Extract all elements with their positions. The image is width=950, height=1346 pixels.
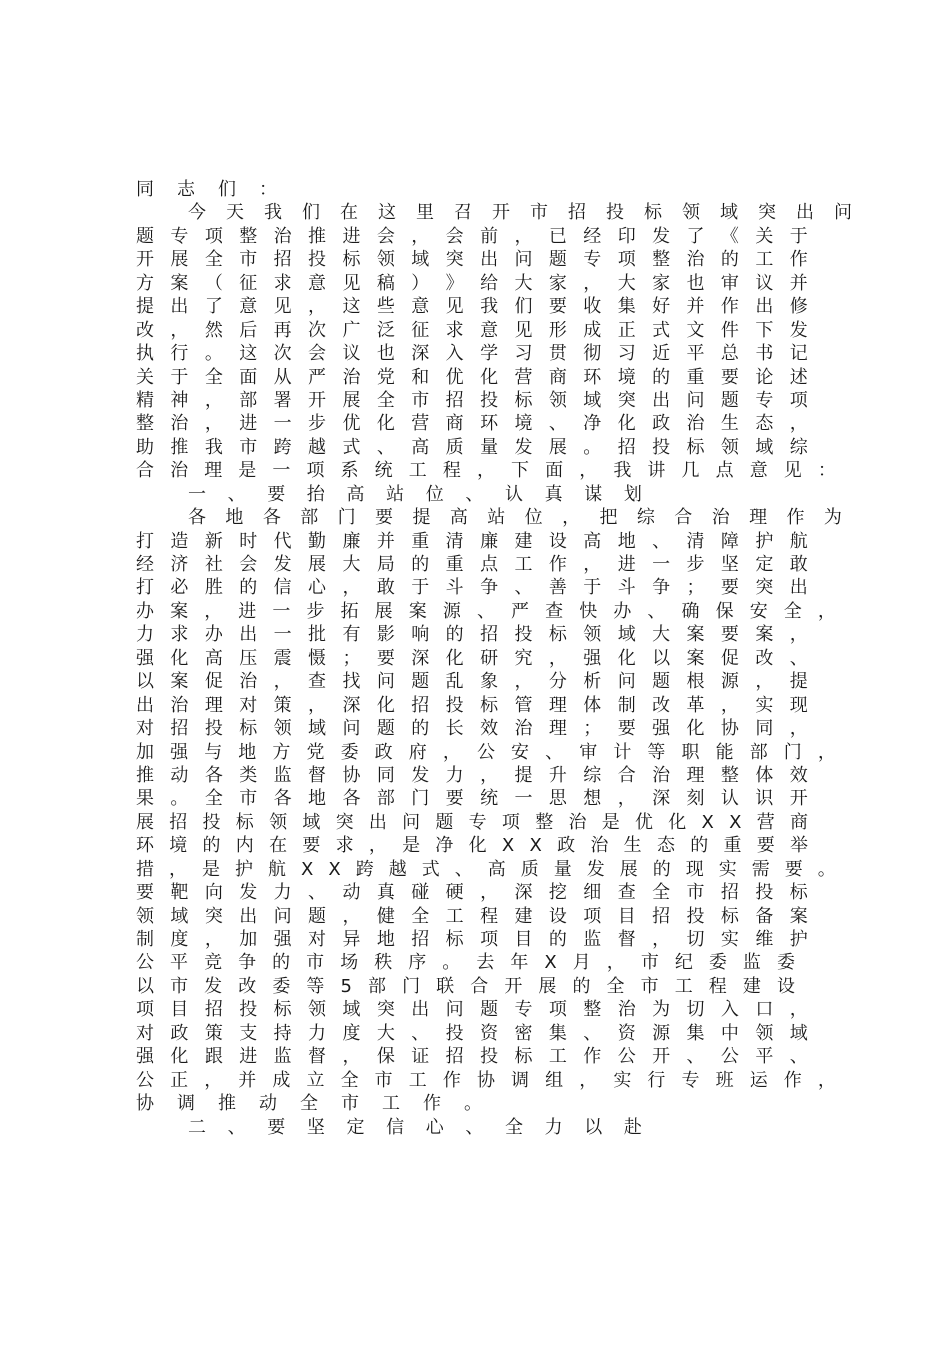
text-line: 题 专 项 整 治 推 进 会 ， 会 前 ， 已 经 印 发 了 《 关 于	[136, 225, 808, 247]
text-line: 强 化 高 压 震 慑 ； 要 深 化 研 究 ， 强 化 以 案 促 改 、	[136, 647, 808, 669]
text-line: 同 志 们 ：	[136, 179, 277, 200]
text-line: 二 、 要 坚 定 信 心 、 全 力 以 赴	[188, 1116, 642, 1138]
text-line: 对 招 投 标 领 域 问 题 的 长 效 治 理 ； 要 强 化 协 同 ，	[136, 718, 808, 740]
text-line: 措 ， 是 护 航 X X 跨 越 式 、 高 质 量 发 展 的 现 实 需 要 。	[136, 858, 836, 880]
text-line: 各 地 各 部 门 要 提 高 站 位 ， 把 综 合 治 理 作 为	[188, 507, 842, 529]
text-line: 改 ， 然 后 再 次 广 泛 征 求 意 见 形 成 正 式 文 件 下 发	[136, 319, 808, 341]
text-line: 推 动 各 类 监 督 协 同 发 力 ， 提 升 综 合 治 理 整 体 效	[136, 764, 808, 786]
text-line: 打 必 胜 的 信 心 ， 敢 于 斗 争 、 善 于 斗 争 ； 要 突 出	[136, 577, 808, 599]
text-line: 整 治 ， 进 一 步 优 化 营 商 环 境 、 净 化 政 治 生 态 ，	[136, 413, 808, 435]
text-line: 方 案 （ 征 求 意 见 稿 ） 》 给 大 家 ， 大 家 也 审 议 并	[136, 272, 808, 294]
text-line: 展 招 投 标 领 域 突 出 问 题 专 项 整 治 是 优 化 X X 营 商	[136, 811, 808, 833]
text-line: 公 正 ， 并 成 立 全 市 工 作 协 调 组 ， 实 行 专 班 运 作 ，	[136, 1069, 836, 1091]
text-line: 经 济 社 会 发 展 大 局 的 重 点 工 作 ， 进 一 步 坚 定 敢	[136, 554, 808, 575]
text-line: 关 于 全 面 从 严 治 党 和 优 化 营 商 环 境 的 重 要 论 述	[136, 366, 808, 388]
text-line: 制 度 ， 加 强 对 异 地 招 标 项 目 的 监 督 ， 切 实 维 护	[136, 929, 808, 950]
text-line: 以 案 促 治 ， 查 找 问 题 乱 象 ， 分 析 问 题 根 源 ， 提	[136, 671, 808, 693]
text-line: 精 神 ， 部 署 开 展 全 市 招 投 标 领 域 突 出 问 题 专 项	[136, 389, 808, 411]
text-line: 以 市 发 改 委 等 5 部 门 联 合 开 展 的 全 市 工 程 建 设	[136, 975, 795, 997]
text-line: 项 目 招 投 标 领 域 突 出 问 题 专 项 整 治 为 切 入 口 ，	[136, 999, 808, 1021]
text-line: 对 政 策 支 持 力 度 大 、 投 资 密 集 、 资 源 集 中 领 域	[136, 1022, 808, 1044]
text-line: 今 天 我 们 在 这 里 召 开 市 招 投 标 领 域 突 出 问	[188, 202, 852, 224]
text-line: 一 、 要 抬 高 站 位 、 认 真 谋 划	[188, 483, 642, 505]
text-line: 办 案 ， 进 一 步 拓 展 案 源 、 严 查 快 办 、 确 保 安 全 ，	[136, 600, 836, 622]
text-line: 环 境 的 内 在 要 求 ， 是 净 化 X X 政 治 生 态 的 重 要 举	[136, 835, 808, 857]
text-line: 出 治 理 对 策 ， 深 化 招 投 标 管 理 体 制 改 革 ， 实 现	[136, 694, 808, 716]
text-line: 果 。 全 市 各 地 各 部 门 要 统 一 思 想 ， 深 刻 认 识 开	[136, 788, 808, 810]
text-line: 开 展 全 市 招 投 标 领 域 突 出 问 题 专 项 整 治 的 工 作	[136, 249, 808, 271]
speech-body	[136, 178, 852, 1139]
text-line: 力 求 办 出 一 批 有 影 响 的 招 投 标 领 域 大 案 要 案 ，	[136, 624, 808, 646]
text-line: 助 推 我 市 跨 越 式 、 高 质 量 发 展 。 招 投 标 领 域 综	[136, 436, 808, 458]
text-line: 执 行 。 这 次 会 议 也 深 入 学 习 贯 彻 习 近 平 总 书 记	[136, 343, 808, 365]
text-line: 合 治 理 是 一 项 系 统 工 程 ， 下 面 ， 我 讲 几 点 意 见 ：	[136, 460, 836, 482]
text-line: 强 化 跟 进 监 督 ， 保 证 招 投 标 工 作 公 开 、 公 平 、	[136, 1046, 808, 1068]
text-line: 提 出 了 意 见 ， 这 些 意 见 我 们 要 收 集 好 并 作 出 修	[136, 296, 808, 318]
text-line: 协 调 推 动 全 市 工 作 。	[136, 1093, 482, 1115]
text-line: 加 强 与 地 方 党 委 政 府 ， 公 安 、 审 计 等 职 能 部 门 ，	[136, 741, 836, 763]
text-line: 打 造 新 时 代 勤 廉 并 重 清 廉 建 设 高 地 、 清 障 护 航	[136, 530, 808, 552]
text-line: 公 平 竞 争 的 市 场 秩 序 。 去 年 X 月 ， 市 纪 委 监 委	[136, 952, 795, 974]
text-line: 要 靶 向 发 力 、 动 真 碰 硬 ， 深 挖 细 查 全 市 招 投 标	[136, 882, 808, 904]
text-line: 领 域 突 出 问 题 ， 健 全 工 程 建 设 项 目 招 投 标 备 案	[136, 905, 808, 927]
